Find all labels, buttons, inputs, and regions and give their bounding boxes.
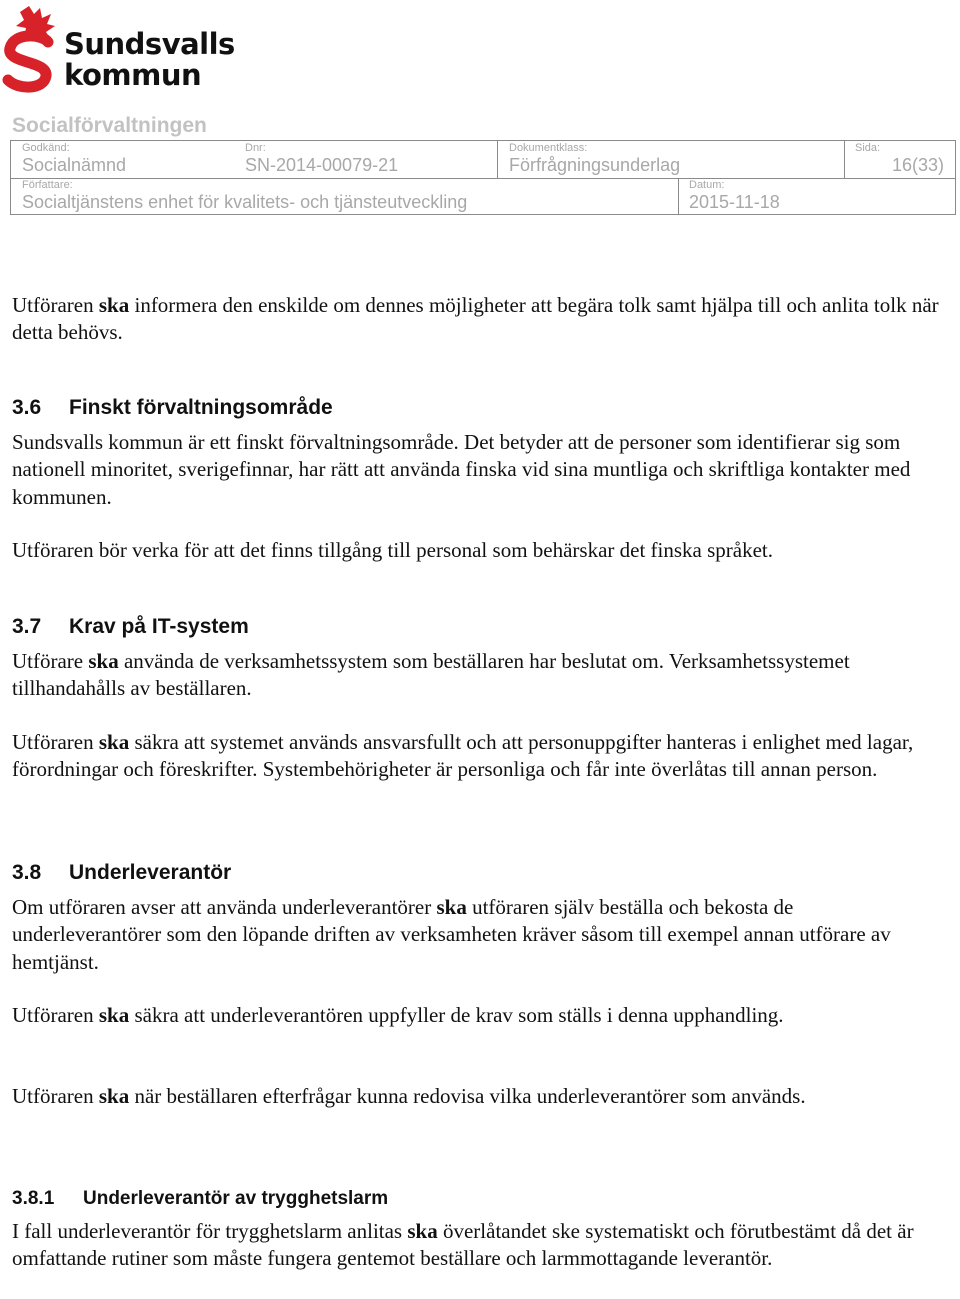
paragraph-it-security: Utföraren ska säkra att systemet används ansvarsfullt och att personuppgifter hanteras i enlighet med lagar, förordningar och föreskrifter. Systembehörigheter är personliga och får inte överlåtas till annan person. [12,730,914,782]
page-value: 16(33) [891,155,944,175]
paragraph-it-systems: Utförare ska använda de verksamhetssystem som beställaren har beslutat om. Verksamhetssystemet tillhandahålls av beställaren. [12,649,850,701]
author-value: Socialtjänstens enhet för kvalitets- och tjänsteutveckling [22,192,468,212]
paragraph-subcontractor-requirements: Utföraren ska säkra att underleverantören uppfyller de krav som ställs i denna upphandling. [12,1003,784,1027]
docclass-label: Dokumentklass: [509,142,588,154]
dnr-value: SN-2014-00079-21 [245,155,399,175]
header-row-divider [11,178,955,179]
document-header-table [10,140,956,215]
header-col-divider [497,141,498,178]
dnr-label: Dnr: [245,142,266,154]
paragraph-alarm-subcontractor: I fall underleverantör för trygghetslarm anlitas ska överlåtandet ske systematiskt och förutbestämt då det är omfattande rutiner som måste fungera gentemot beställare och larmmottagande leverantör. [12,1219,914,1271]
logo-text-line2: kommun [64,58,202,92]
section-heading-3-8: 3.8 Underleverantör [12,861,232,884]
section-heading-3-7: 3.7 Krav på IT-system [12,615,249,638]
approved-value: Socialnämnd [22,155,127,175]
date-label: Datum: [689,179,725,191]
dragon-s-logo-icon [2,2,62,100]
paragraph-subcontractor-report: Utföraren ska när beställaren efterfrågar kunna redovisa vilka underleverantörer som används. [12,1084,806,1108]
sundsvall-logo [2,2,252,100]
paragraph-finnish-staff: Utföraren bör verka för att det finns tillgång till personal som behärskar det finska språket. [12,538,774,562]
approved-label: Godkänd: [22,142,70,154]
paragraph-interpreter: Utföraren ska informera den enskilde om dennes möjligheter att begära tolk samt hjälpa till och anlita tolk när detta behövs. [12,293,939,345]
author-label: Författare: [22,179,73,191]
header-col-divider [678,178,679,215]
department-title: Socialförvaltningen [12,114,207,137]
logo-text-line1: Sundsvalls [64,27,235,61]
section-heading-3-6: 3.6 Finskt förvaltningsområde [12,396,333,419]
header-col-divider [844,141,845,178]
date-value: 2015-11-18 [689,192,780,212]
paragraph-finnish-area: Sundsvalls kommun är ett finskt förvaltningsområde. Det betyder att de personer som identifierar sig som nationell minoritet, sverigefinnar, har rätt att använda finska vid sina muntliga och skriftliga kontakter med kommunen. [12,430,911,509]
docclass-value: Förfrågningsunderlag [509,155,681,175]
page-label: Sida: [855,142,881,154]
paragraph-subcontractor-use: Om utföraren avser att använda underleverantörer ska utföraren själv beställa och bekosta de underleverantörer som den löpande driften av verksamheten kräver såsom till exempel annan utförare av hemtjänst. [12,895,891,974]
section-heading-3-8-1: 3.8.1 Underleverantör av trygghetslarm [12,1188,389,1209]
